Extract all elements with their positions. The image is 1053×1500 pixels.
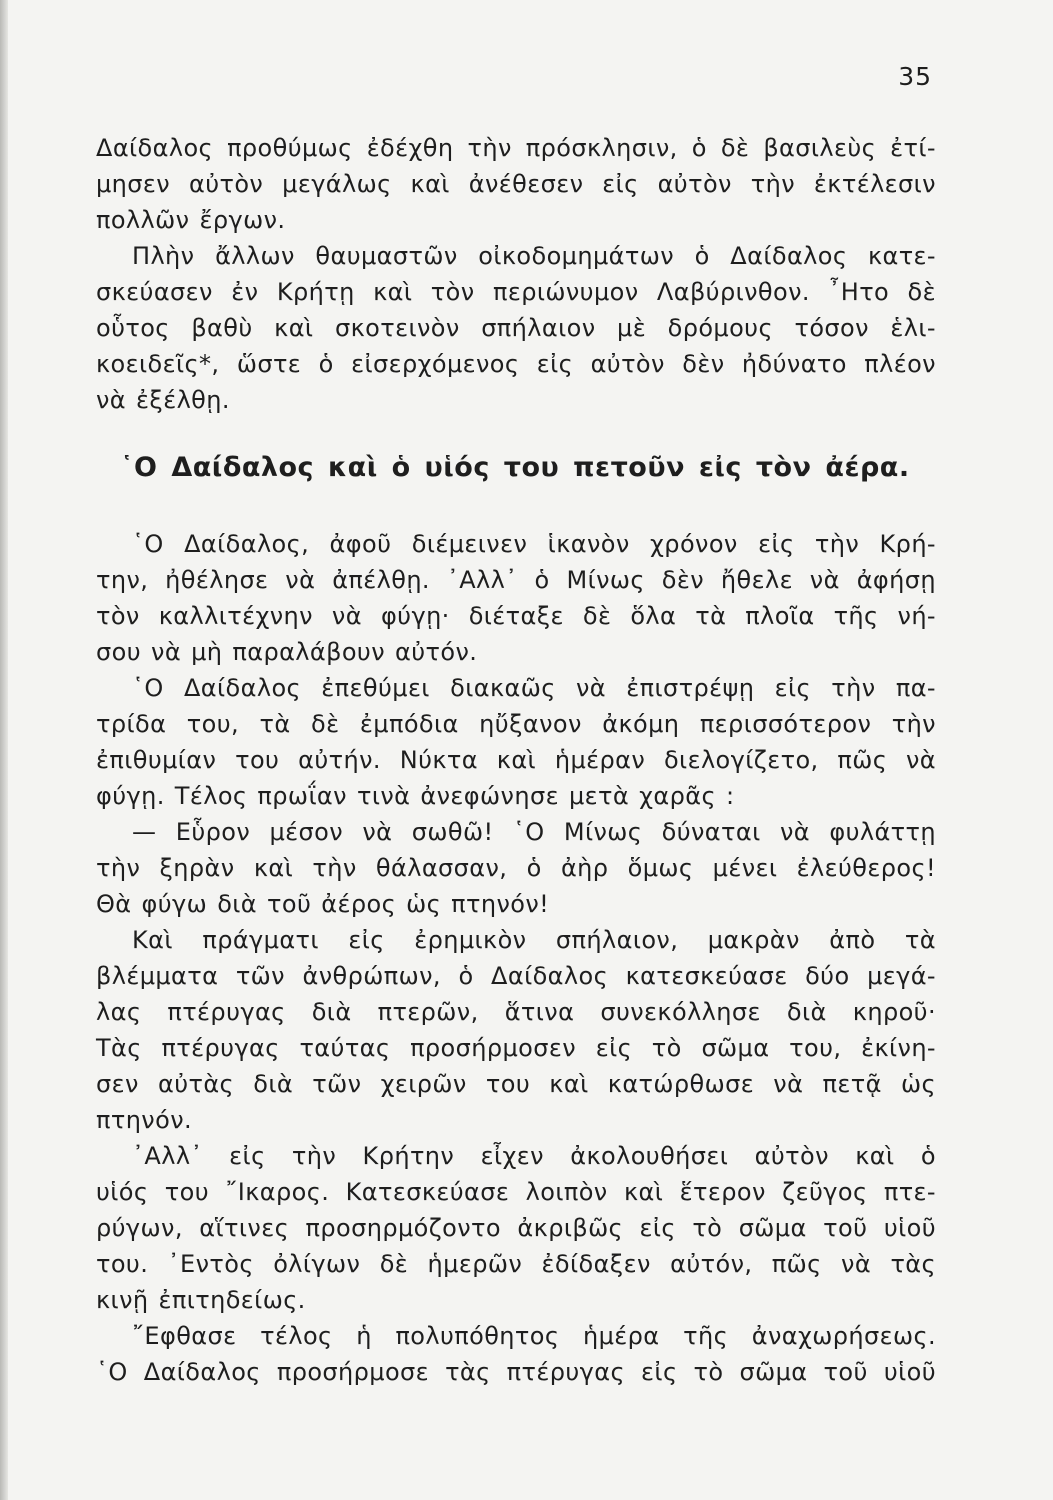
text-line: σκεύασεν ἐν Κρήτῃ καὶ τὸν περιώνυμον Λαβύρινθον. ῏Ητο δὲ — [96, 278, 936, 306]
text-line: κινῇ ἐπιτηδείως. — [96, 1286, 306, 1314]
text-line: Καὶ πράγματι εἰς ἐρημικὸν σπήλαιον, μακρὰν ἀπὸ τὰ — [132, 926, 936, 954]
text-line: Τὰς πτέρυγας ταύτας προσήρμοσεν εἰς τὸ σῶμα του, ἐκίνη- — [96, 1034, 936, 1062]
text-line: πτηνόν. — [96, 1106, 193, 1134]
text-line: φύγῃ. Τέλος πρωΐαν τινὰ ἀνεφώνησε μετὰ χαρᾶς : — [96, 782, 735, 810]
text-line: ῾Ο Δαίδαλος προσήρμοσε τὰς πτέρυγας εἰς τὸ σῶμα τοῦ υἱοῦ — [96, 1358, 936, 1386]
text-line: οὗτος βαθὺ καὶ σκοτεινὸν σπήλαιον μὲ δρόμους τόσον ἑλι- — [96, 314, 936, 342]
text-line: ῾Ο Δαίδαλος ἐπεθύμει διακαῶς νὰ ἐπιστρέψῃ εἰς τὴν πα- — [132, 674, 936, 702]
text-line: ρύγων, αἵτινες προσηρμόζοντο ἀκριβῶς εἰς τὸ σῶμα τοῦ υἱοῦ — [96, 1214, 936, 1242]
text-line: βλέμματα τῶν ἀνθρώπων, ὁ Δαίδαλος κατεσκεύασε δύο μεγά- — [96, 962, 936, 990]
text-line: Θὰ φύγω διὰ τοῦ ἀέρος ὡς πτηνόν! — [96, 890, 550, 918]
text-line: μησεν αὐτὸν μεγάλως καὶ ἀνέθεσεν εἰς αὐτὸν τὴν ἐκτέλεσιν — [96, 170, 936, 198]
text-line: ἐπιθυμίαν του αὐτήν. Νύκτα καὶ ἡμέραν διελογίζετο, πῶς νὰ — [96, 746, 936, 774]
text-line: τρίδα του, τὰ δὲ ἐμπόδια ηὔξανον ἀκόμη περισσότερον τὴν — [96, 710, 936, 738]
text-line: την, ἠθέλησε νὰ ἀπέλθῃ. ᾿Αλλ᾿ ὁ Μίνως δὲν ἤθελε νὰ ἀφήσῃ — [96, 566, 936, 594]
text-line: Πλὴν ἄλλων θαυμαστῶν οἰκοδομημάτων ὁ Δαίδαλος κατε- — [132, 242, 936, 270]
section-heading: ῾Ο Δαίδαλος καὶ ὁ υἱός του πετοῦν εἰς τὸν ἀέρα. — [120, 452, 910, 483]
text-line: τὸν καλλιτέχνην νὰ φύγῃ· διέταξε δὲ ὅλα τὰ πλοῖα τῆς νή- — [96, 602, 936, 630]
text-line: σου νὰ μὴ παραλάβουν αὐτόν. — [96, 638, 478, 666]
text-line: ᾿Αλλ᾿ εἰς τὴν Κρήτην εἶχεν ἀκολουθήσει αὐτὸν καὶ ὁ — [132, 1142, 936, 1170]
text-line: τὴν ξηρὰν καὶ τὴν θάλασσαν, ὁ ἀὴρ ὅμως μένει ἐλεύθερος! — [96, 854, 936, 882]
text-line: υἱός του ῎Ικαρος. Κατεσκεύασε λοιπὸν καὶ ἕτερον ζεῦγος πτε- — [96, 1178, 936, 1206]
text-line: — Εὗρον μέσον νὰ σωθῶ! ῾Ο Μίνως δύναται νὰ φυλάττῃ — [132, 818, 936, 846]
text-line: νὰ ἐξέλθῃ. — [96, 386, 230, 414]
text-line: ῾Ο Δαίδαλος, ἀφοῦ διέμεινεν ἱκανὸν χρόνον εἰς τὴν Κρή- — [132, 530, 936, 558]
text-line: ῎Εφθασε τέλος ἡ πολυπόθητος ἡμέρα τῆς ἀναχωρήσεως. — [132, 1322, 936, 1350]
text-line: Δαίδαλος προθύμως ἐδέχθη τὴν πρόσκλησιν, ὁ δὲ βασιλεὺς ἐτί- — [96, 134, 936, 162]
text-line: σεν αὐτὰς διὰ τῶν χειρῶν του καὶ κατώρθωσε νὰ πετᾷ ὡς — [96, 1070, 936, 1098]
page-edge-shadow — [0, 0, 8, 1500]
text-line: πολλῶν ἔργων. — [96, 206, 286, 234]
text-line: λας πτέρυγας διὰ πτερῶν, ἅτινα συνεκόλλησε διὰ κηροῦ· — [96, 998, 936, 1026]
page-number: 35 — [898, 62, 932, 91]
text-line: του. ᾿Εντὸς ὀλίγων δὲ ἡμερῶν ἐδίδαξεν αὐτόν, πῶς νὰ τὰς — [96, 1250, 936, 1278]
text-line: κοειδεῖς*, ὥστε ὁ εἰσερχόμενος εἰς αὐτὸν δὲν ἠδύνατο πλέον — [96, 350, 936, 378]
